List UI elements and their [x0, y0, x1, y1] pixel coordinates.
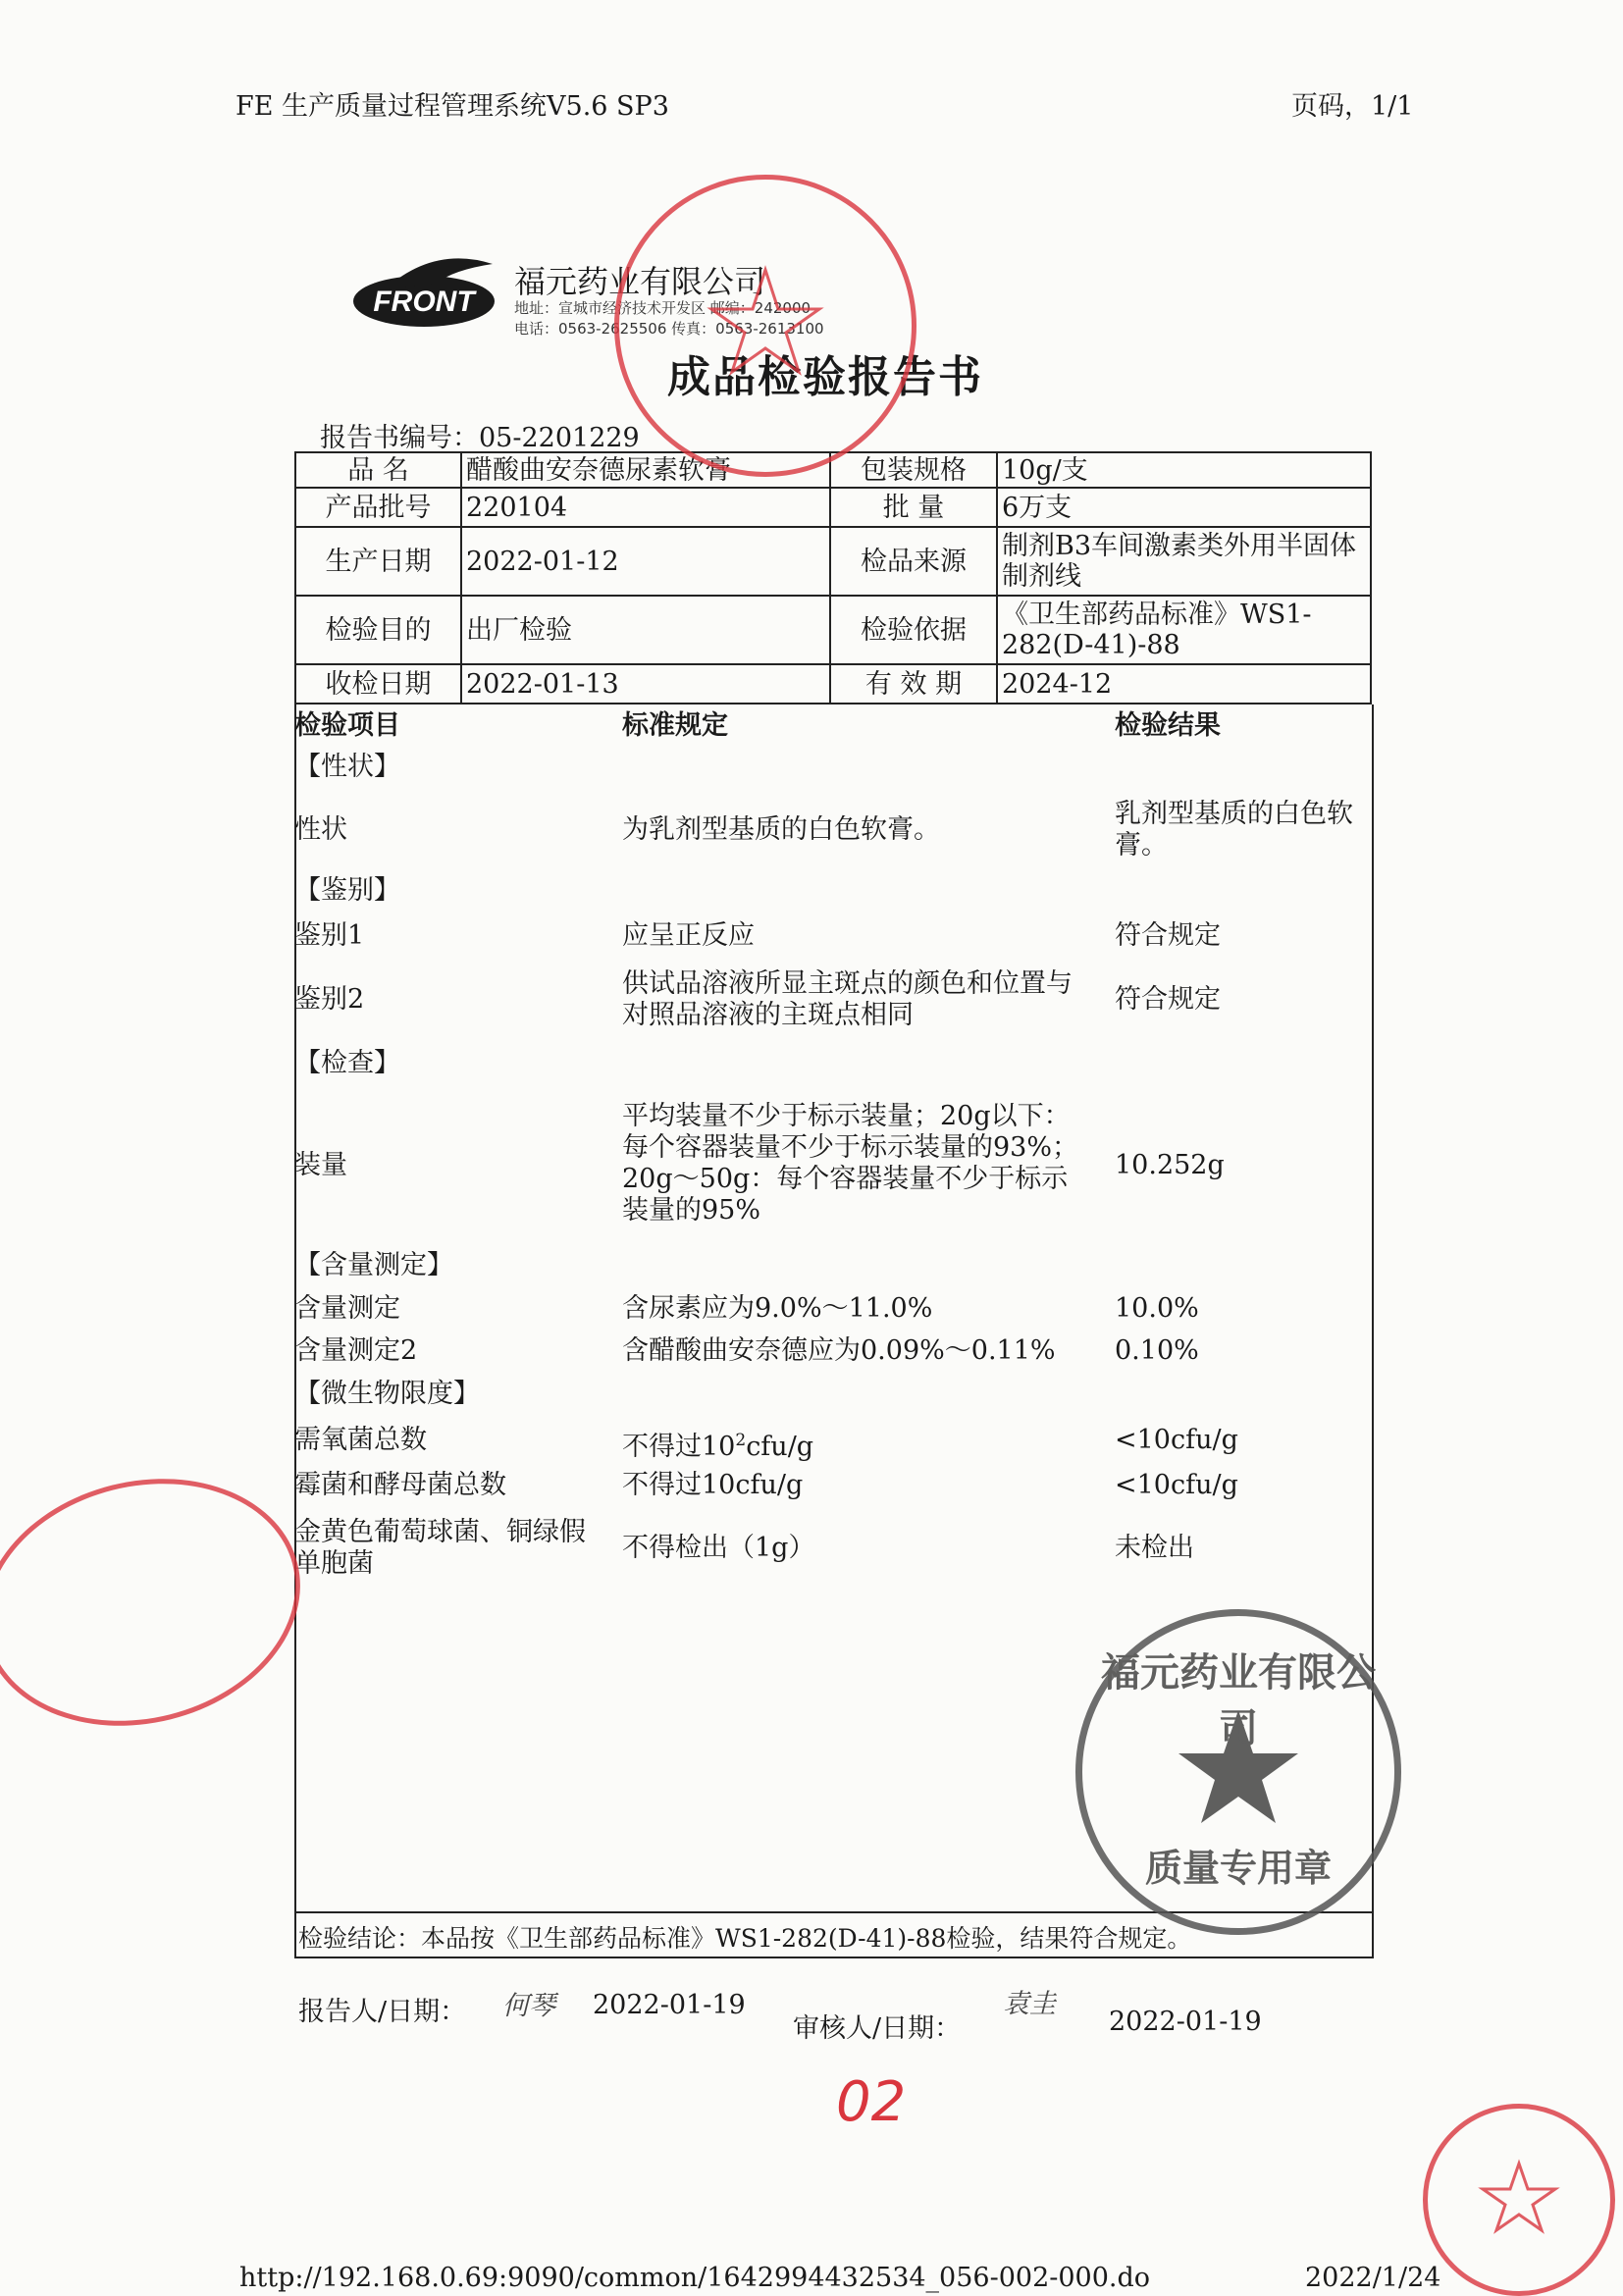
- row-standard: 不得检出（1g）: [622, 1533, 815, 1563]
- prod-date-value: 2022-01-12: [461, 527, 830, 596]
- conclusion-text: 检验结论：本品按《卫生部药品标准》WS1-282(D-41)-88检验，结果符合规定。: [298, 1924, 1192, 1953]
- row-result: 符合规定: [1115, 920, 1221, 951]
- section-identification: 【鉴别】: [294, 875, 400, 906]
- row-standard: 不得过$10^2cfu/g$: [622, 1431, 814, 1462]
- stamp-main-text: 福元药业有限公司: [1101, 1650, 1376, 1751]
- company-quality-stamp: [1075, 1609, 1401, 1935]
- reviewer-date: 2022-01-19: [1109, 2007, 1262, 2037]
- report-number-value: 05-2201229: [479, 423, 640, 453]
- footer-date: 2022/1/24: [1305, 2263, 1441, 2293]
- basis-label: 检验依据: [830, 596, 997, 664]
- row-item: 含量测定2: [294, 1335, 418, 1366]
- reviewer-signature: 袁圭: [1003, 1989, 1056, 2019]
- company-logo: [345, 250, 502, 339]
- product-value: 醋酸曲安奈德尿素软膏: [461, 452, 830, 488]
- row-item: 霉菌和酵母菌总数: [294, 1470, 506, 1500]
- row-standard: 供试品溶液所显主斑点的颜色和位置与对照品溶液的主斑点相同: [622, 968, 1073, 1030]
- batch-label: 产品批号: [295, 488, 461, 527]
- section-microbial: 【微生物限度】: [294, 1379, 480, 1409]
- row-standard: 不得过10cfu/g: [622, 1470, 804, 1500]
- row-result: 未检出: [1115, 1533, 1194, 1563]
- spec-value: 10g/支: [997, 452, 1371, 488]
- expiry-value: 2024-12: [997, 664, 1371, 704]
- row-result: 符合规定: [1115, 984, 1221, 1015]
- logo-text: FRONT: [373, 286, 475, 318]
- recv-date-value: 2022-01-13: [461, 664, 830, 704]
- col-result-header: 检验结果: [1115, 710, 1221, 741]
- purpose-value: 出厂检验: [461, 596, 830, 664]
- row-standard: 为乳剂型基质的白色软膏。: [622, 814, 940, 845]
- stamp-sub-text: 质量专用章: [1144, 1847, 1332, 1890]
- report-number-label: 报告书编号：: [320, 423, 479, 453]
- row-standard: 含醋酸曲安奈德应为0.09%～0.11%: [622, 1335, 1056, 1366]
- left-red-stamp: [0, 1446, 327, 1758]
- row-item: 含量测定: [294, 1293, 400, 1324]
- report-title: 成品检验报告书: [667, 352, 983, 402]
- system-header: FE 生产质量过程管理系统V5.6 SP3: [236, 91, 669, 122]
- handwritten-mark: 02: [836, 2070, 907, 2134]
- section-assay: 【含量测定】: [294, 1250, 453, 1280]
- quantity-label: 批 量: [830, 488, 997, 527]
- row-result: 乳剂型基质的白色软膏。: [1115, 799, 1353, 861]
- spec-label: 包装规格: [830, 452, 997, 488]
- company-address: 地址：宣城市经济技术开发区 邮编：242000: [514, 299, 812, 317]
- row-item: 需氧菌总数: [294, 1425, 427, 1455]
- col-standard-header: 标准规定: [622, 710, 728, 741]
- prod-date-label: 生产日期: [295, 527, 461, 596]
- row-result: <10cfu/g: [1115, 1470, 1238, 1500]
- report-number: [320, 416, 640, 454]
- reporter-label: 报告人/日期：: [298, 1997, 467, 2027]
- info-table: [294, 451, 1372, 704]
- purpose-label: 检验目的: [295, 596, 461, 664]
- row-item: 性状: [294, 814, 347, 845]
- footer-url: http://192.168.0.69:9090/common/1642994432534_056-002-000.do: [239, 2263, 1151, 2293]
- product-label: 品 名: [295, 452, 461, 488]
- row-item: 金黄色葡萄球菌、铜绿假单胞菌: [294, 1517, 586, 1579]
- row-result: 10.252g: [1115, 1150, 1225, 1180]
- row-result: 10.0%: [1115, 1293, 1199, 1324]
- expiry-label: 有 效 期: [830, 664, 997, 704]
- basis-value: 《卫生部药品标准》WS1-282(D-41)-88: [997, 596, 1371, 664]
- section-appearance: 【性状】: [294, 752, 400, 782]
- recv-date-label: 收检日期: [295, 664, 461, 704]
- top-red-stamp: [614, 175, 916, 477]
- row-item: 装量: [294, 1150, 347, 1180]
- row-item: 鉴别1: [294, 920, 365, 951]
- row-result: <10cfu/g: [1115, 1425, 1238, 1455]
- reviewer-label: 审核人/日期：: [793, 2013, 962, 2044]
- row-standard: 含尿素应为9.0%～11.0%: [622, 1293, 933, 1324]
- col-item-header: 检验项目: [294, 710, 400, 741]
- row-result: 0.10%: [1115, 1335, 1199, 1366]
- section-inspection: 【检查】: [294, 1048, 400, 1078]
- company-name: 福元药业有限公司: [514, 263, 766, 300]
- row-standard: 应呈正反应: [622, 920, 755, 951]
- row-standard: 平均装量不少于标示装量；20g以下：每个容器装量不少于标示装量的93%；20g～50g：每个容器装量不少于标示装量的95%: [622, 1101, 1079, 1226]
- page-number: 页码，1/1: [1291, 91, 1414, 122]
- bottom-red-stamp: [1423, 2104, 1615, 2296]
- row-item: 鉴别2: [294, 984, 365, 1015]
- quantity-value: 6万支: [997, 488, 1371, 527]
- reporter-signature: 何琴: [502, 1991, 555, 2021]
- reporter-date: 2022-01-19: [593, 1990, 746, 2020]
- batch-value: 220104: [461, 488, 830, 527]
- source-label: 检品来源: [830, 527, 997, 596]
- source-value: 制剂B3车间激素类外用半固体制剂线: [997, 527, 1371, 596]
- company-contact: 电话：0563-2625506 传真：0563-2613100: [514, 320, 824, 338]
